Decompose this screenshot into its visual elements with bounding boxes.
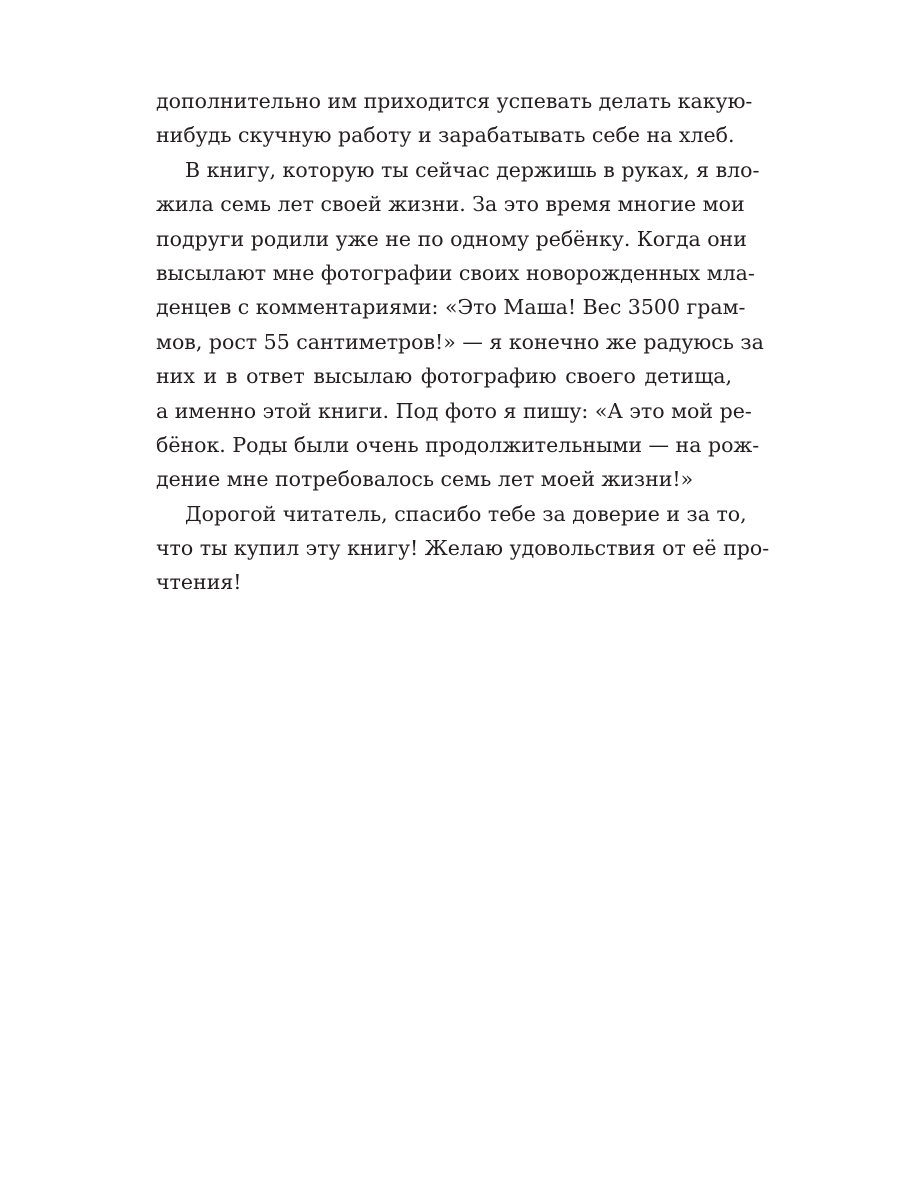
text-line: денцев с комментариями: «Это Маша! Вес 3500 грам- — [156, 295, 746, 320]
text-line: Дорогой читатель, спасибо тебе за доверие и за то, — [185, 501, 747, 526]
text-line: чтения! — [156, 570, 242, 595]
paragraph-1 — [156, 84, 753, 153]
paragraph-2 — [156, 153, 764, 497]
text-line: дение мне потребовалось семь лет моей жизни!» — [156, 467, 694, 492]
text-line: жила семь лет своей жизни. За это время многие мои — [156, 192, 745, 217]
text-line: дополнительно им приходится успевать делать какую- — [156, 89, 753, 113]
text-line: подруги родили уже не по одному ребёнку. Когда они — [156, 226, 747, 251]
text-line: них и в ответ высылаю фотографию своего детища, — [156, 364, 732, 389]
body-text — [156, 84, 770, 600]
text-line: бёнок. Роды были очень продолжительными — на рож- — [156, 432, 760, 457]
paragraph-3 — [156, 497, 770, 600]
text-line: мов, рост 55 сантиметров!» — я конечно же радуюсь за — [156, 329, 764, 354]
text-line: нибудь скучную работу и зарабатывать себе на хлеб. — [156, 123, 735, 148]
text-line: что ты купил эту книгу! Желаю удовольствия от её про- — [156, 536, 770, 561]
text-line: а именно этой книги. Под фото я пишу: «А это мой ре- — [156, 398, 752, 423]
text-line: В книгу, которую ты сейчас держишь в руках, я вло- — [185, 157, 760, 182]
text-line: высылают мне фотографии своих новорожденных мла- — [156, 260, 755, 285]
